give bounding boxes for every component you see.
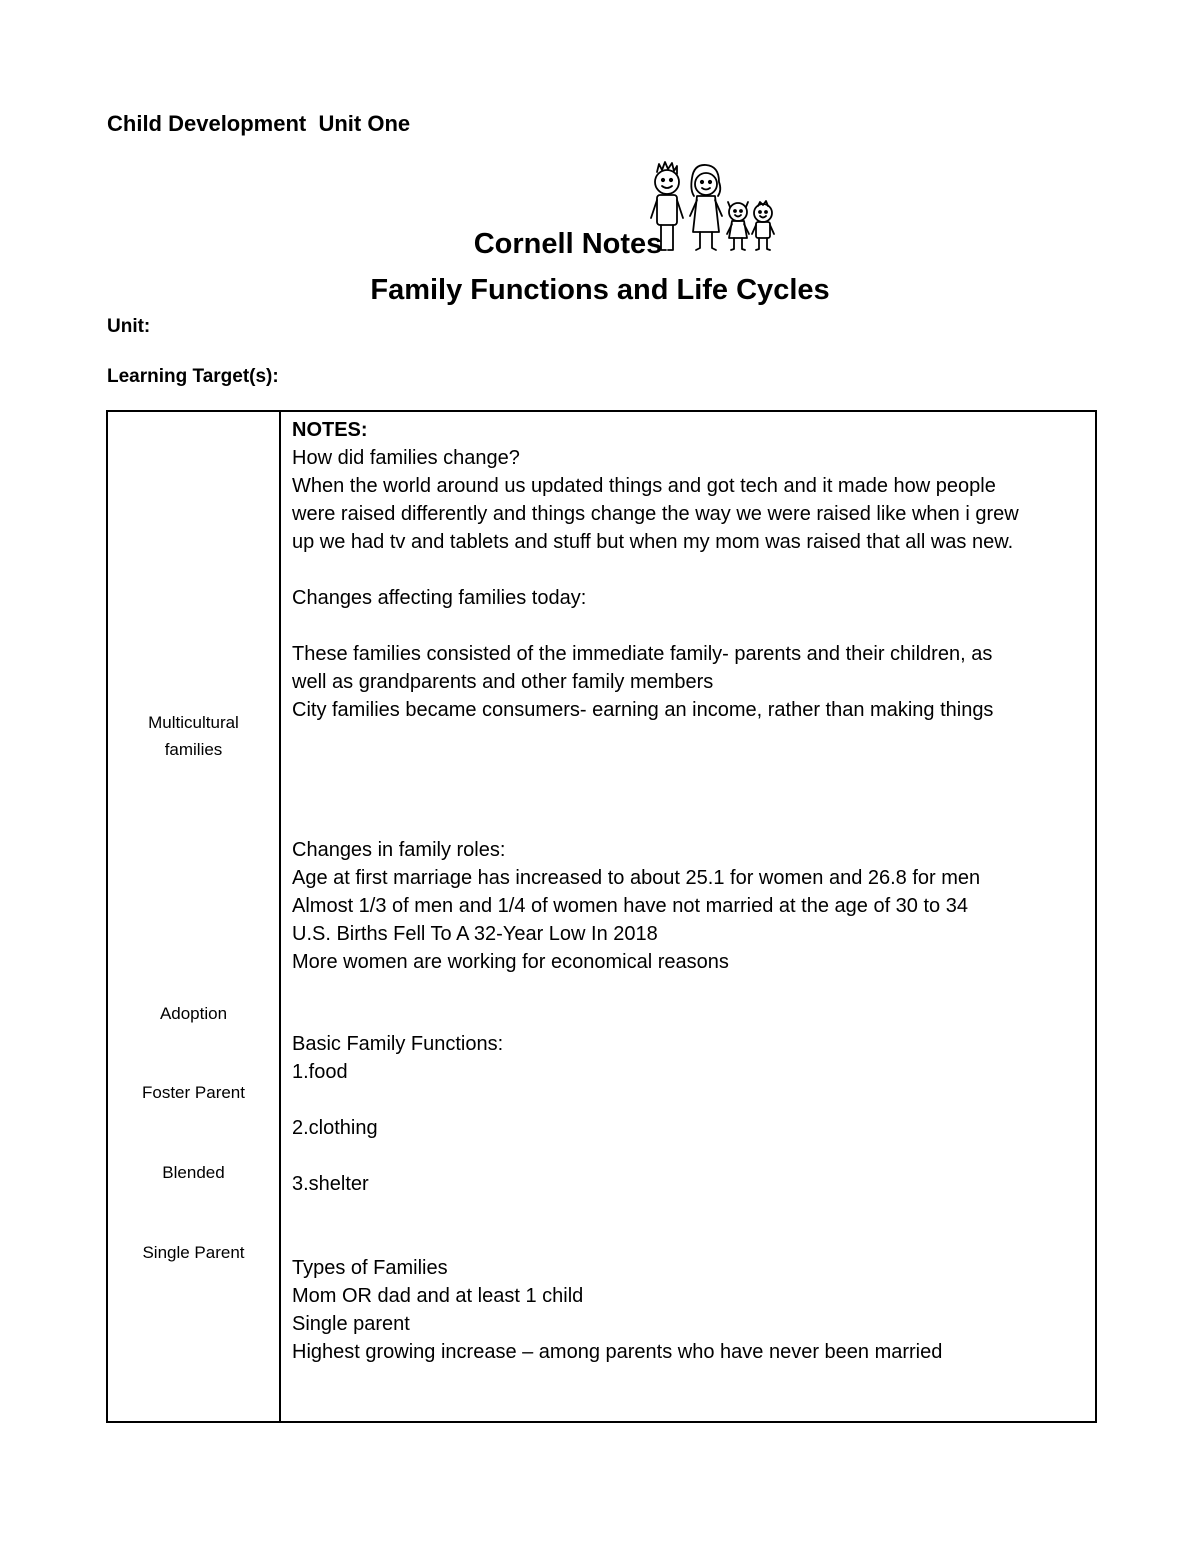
cue-foster-parent: Foster Parent	[142, 1083, 245, 1102]
notes-line: Single parent	[292, 1313, 410, 1335]
column-divider	[279, 410, 281, 1423]
cue-blended: Blended	[162, 1163, 225, 1182]
cue-text: families	[164, 740, 223, 759]
notes-line: City families became consumers- earning an income, rather than making things	[292, 699, 994, 721]
notes-question: How did families change?	[292, 447, 520, 469]
notes-line: were raised differently and things change the way we were raised like when i grew	[292, 503, 1019, 525]
cue-adoption: Adoption	[159, 1004, 228, 1023]
notes-subheading: Changes in family roles:	[292, 839, 506, 861]
notes-line: When the world around us updated things and got tech and it made how people	[292, 475, 996, 497]
notes-list-item: 3.shelter	[292, 1173, 369, 1195]
cue-text: Multicultural	[148, 713, 239, 732]
notes-line: These families consisted of the immediate family- parents and their children, as	[292, 643, 993, 665]
notes-line: Mom OR dad and at least 1 child	[292, 1285, 584, 1307]
notes-subheading: Basic Family Functions:	[292, 1033, 504, 1055]
unit-label: Unit:	[107, 316, 151, 337]
notes-block-intro	[292, 416, 1092, 556]
cue-single-parent: Single Parent	[142, 1243, 245, 1262]
notes-line: Age at first marriage has increased to about 25.1 for women and 26.8 for men	[292, 867, 981, 889]
notes-subheading: Changes affecting families today:	[292, 587, 587, 609]
notes-line: up we had tv and tablets and stuff but when my mom was raised that all was new.	[292, 531, 1014, 553]
notes-list-item: 1.food	[292, 1061, 348, 1083]
notes-line: Almost 1/3 of men and 1/4 of women have not married at the age of 30 to 34	[292, 895, 968, 917]
page-title-wrapper	[0, 228, 1200, 261]
notes-list-item: 2.clothing	[292, 1117, 378, 1139]
notes-block-types	[292, 1254, 1092, 1366]
notes-block-family-roles	[292, 836, 1092, 976]
notes-line: Highest growing increase – among parents who have never been married	[292, 1341, 943, 1363]
notes-line: U.S. Births Fell To A 32-Year Low In 2018	[292, 923, 658, 945]
page-subtitle: Family Functions and Life Cycles	[370, 274, 830, 306]
notes-line: More women are working for economical reasons	[292, 951, 729, 973]
notes-block-functions	[292, 1030, 1092, 1086]
notes-heading: NOTES:	[292, 419, 368, 441]
course-title: Child Development Unit One	[107, 111, 411, 136]
notes-block-changes-today-body	[292, 640, 1092, 724]
cue-multicultural-families	[108, 709, 279, 763]
family-clipart-icon	[646, 160, 786, 260]
notes-line: well as grandparents and other family members	[292, 671, 714, 693]
notes-block-changes-today	[292, 584, 1092, 612]
learning-targets-label: Learning Target(s):	[107, 366, 279, 387]
notes-subheading: Types of Families	[292, 1257, 448, 1279]
page-title: Cornell Notes	[473, 228, 663, 260]
